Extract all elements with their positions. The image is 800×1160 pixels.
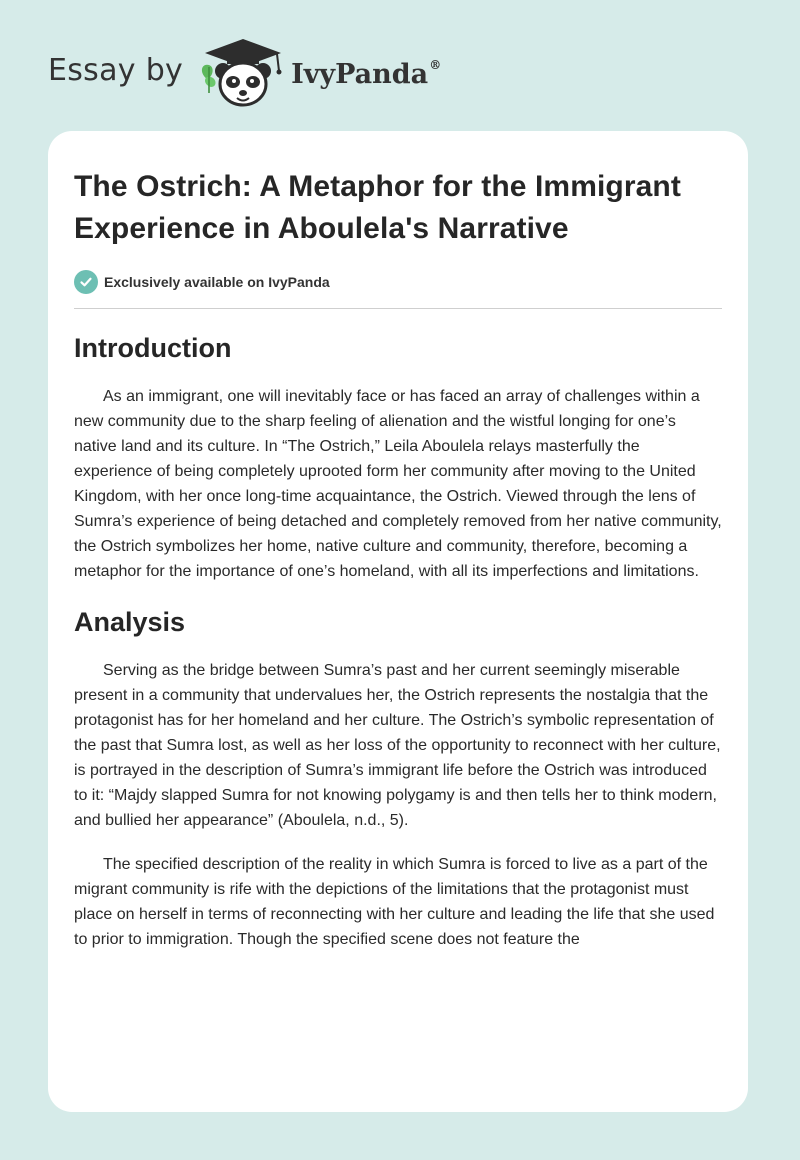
brand-header[interactable] <box>48 38 441 108</box>
section-heading: Analysis <box>74 607 186 637</box>
brand-prefix: Essay by <box>48 52 184 88</box>
leaf-icon <box>202 65 216 93</box>
section-heading: Introduction <box>74 333 232 363</box>
exclusive-badge <box>74 270 722 294</box>
paragraph: Serving as the bridge between Sumra’s past and her current seemingly miserable present in a community that undervalues her, the Ostrich represents the nostalgia that the protagonist has for her homeland and her culture. The Ostrich’s symbolic representation of the past that Sumra lost, as well as her loss of the opportunity to reconnect with her culture, is portrayed in the description of Sumra’s immigrant life before the Ostrich was introduced to it: “Majdy slapped Sumra for not knowing polygamy is and then tells her to think modern, and bullied her appearance” (Aboulela, n.d., 5). <box>74 662 721 829</box>
paragraph: The specified description of the reality in which Sumra is forced to live as a part of the migrant community is rife with the depictions of the limitations that the protagonist must place on herself in terms of reconnecting with her culture and leading the life that she used to prior to immigration. Though the specified scene does not feature the <box>74 856 715 948</box>
brand-name: IvyPanda® <box>291 58 442 90</box>
exclusive-label: Exclusively available on IvyPanda <box>104 274 330 290</box>
section-analysis <box>74 605 722 952</box>
registered-mark: ® <box>429 58 442 72</box>
essay-card <box>48 131 748 1112</box>
check-circle-icon <box>74 270 98 294</box>
essay-title: The Ostrich: A Metaphor for the Immigrant Experience in Aboulela's Narrative <box>74 170 681 245</box>
panda-graduate-logo-icon <box>197 37 289 109</box>
section-introduction <box>74 331 722 584</box>
paragraph: As an immigrant, one will inevitably face or has faced an array of challenges within a new community due to the sharp feeling of alienation and the wistful longing for one’s native land and its culture. In “The Ostrich,” Leila Aboulela relays masterfully the experience of being completely uprooted form her community after moving to the United Kingdom, with her once long-time acquaintance, the Ostrich. Viewed through the lens of Sumra’s experience of being detached and completely removed from her native community, the Ostrich symbolizes her home, native culture and community, therefore, becoming a metaphor for the importance of one’s homeland, with all its imperfections and limitations. <box>74 388 722 580</box>
title-divider <box>74 308 722 309</box>
